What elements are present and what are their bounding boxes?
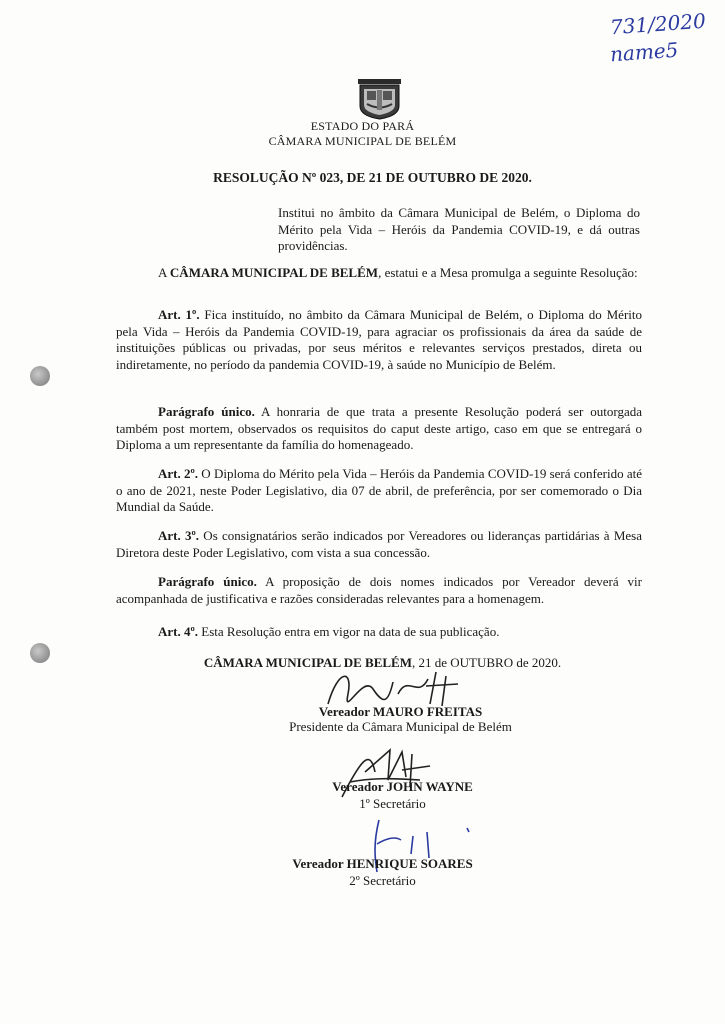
signatory-2-name: Vereador JOHN WAYNE [332,779,473,794]
signatory-3-name: Vereador HENRIQUE SOARES [292,856,473,871]
article-label: Art. 3º. [158,528,200,543]
resolution-summary: Institui no âmbito da Câmara Municipal de Belém, o Diploma do Mérito pela Vida – Heróis da Pandemia COVID-19, e dá outras providências. [278,205,640,253]
paragraph-label: Parágrafo único. [158,574,257,589]
article-2: Art. 2º. O Diploma do Mérito pela Vida – Heróis da Pandemia COVID-19 será conferido até o ano de 2021, neste Poder Legislativo, dia 07 de abril, de preferência, por ser comemorado o Dia Mundial da Saúde. [116,466,642,514]
handwritten-protocol-number: 731/2020 [609,8,707,40]
signatory-1-role: Presidente da Câmara Municipal de Belém [289,719,512,734]
resolution-title: RESOLUÇÃO Nº 023, DE 21 DE OUTUBRO DE 2020. [213,170,532,185]
state-heading: ESTADO DO PARÁ [310,119,415,133]
article-label: Art. 1º. [158,307,200,322]
signatory-3-role: 2º Secretário [349,873,416,888]
preamble-paragraph: A CÂMARA MUNICIPAL DE BELÉM, estatui e a Mesa promulga a seguinte Resolução: [158,265,638,280]
article-3-sole-paragraph: Parágrafo único. A proposição de dois nomes indicados por Vereador deverá vir acompanhada de justificativa e razões consideradas relevantes para a homenagem. [116,574,642,606]
article-1: Art. 1º. Fica instituído, no âmbito da Câmara Municipal de Belém, o Diploma do Mérito pela Vida – Heróis da Pandemia COVID-19, para agraciar os profissionais da área da saúde de instituições públicas ou privadas, por seus méritos e relevantes serviços prestados, direta ou indiretamente, no período da pandemia COVID-19, à saúde no Município de Belém. [116,307,642,372]
signatory-2-role: 1º Secretário [359,796,426,811]
coat-of-arms-icon [357,78,402,120]
article-1-sole-paragraph: Parágrafo único. A honraria de que trata a presente Resolução poderá ser outorgada também post mortem, observados os requisitos do caput deste artigo, caso em que se entregará o Diploma a um representante da família do homenageado. [116,404,643,452]
chamber-heading: CÂMARA MUNICIPAL DE BELÉM [268,134,457,148]
signatory-1-name: Vereador MAURO FREITAS [318,704,483,719]
article-label: Art. 4º. [158,624,199,639]
chamber-name-bold: CÂMARA MUNICIPAL DE BELÉM [169,265,379,280]
paragraph-label: Parágrafo único. [158,404,255,419]
article-4: Art. 4º. Esta Resolução entra em vigor na data de sua publicação. [158,624,500,639]
handwritten-initials: name5 [609,37,680,67]
closing-date-line: CÂMARA MUNICIPAL DE BELÉM, 21 de OUTUBRO de 2020. [203,655,562,670]
article-label: Art. 2º. [158,466,199,481]
punch-hole [30,366,50,386]
article-3: Art. 3º. Os consignatários serão indicados por Vereadores ou lideranças partidárias à Mesa Diretora deste Poder Legislativo, com vista a sua concessão. [116,528,642,560]
